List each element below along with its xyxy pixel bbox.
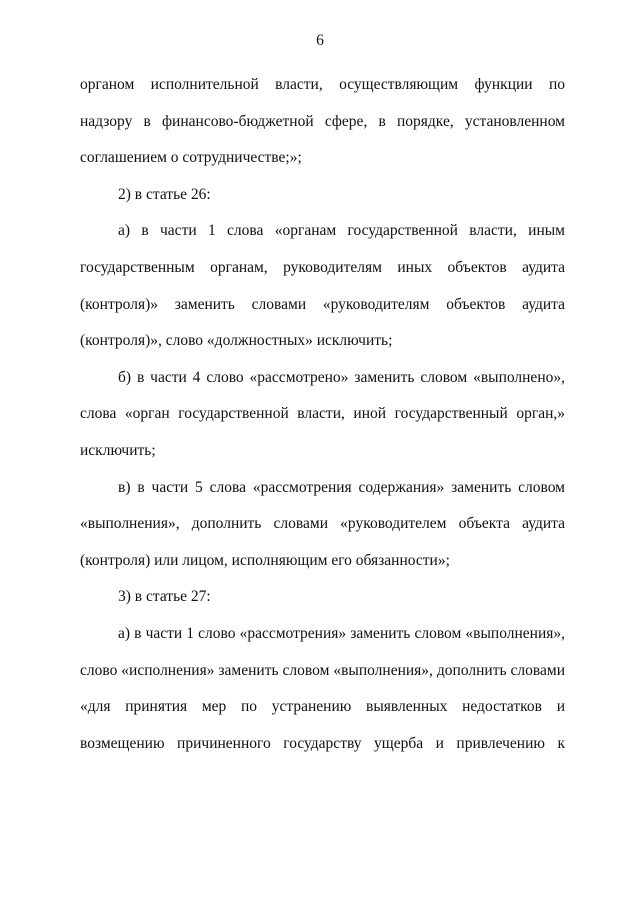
text-line: а) в части 1 слова «органам государственной власти, иным (118, 222, 565, 240)
paragraph (80, 360, 565, 470)
text-line: соглашением о сотрудничестве;»; (80, 149, 302, 167)
document-body (80, 67, 565, 762)
paragraph (80, 213, 565, 359)
text-line: 3) в статье 27: (118, 588, 211, 606)
text-line: исключить; (80, 441, 156, 459)
paragraph (80, 616, 565, 762)
text-line: б) в части 4 слово «рассмотрено» заменить словом «выполнено», (118, 368, 565, 386)
text-line: (контроля)» заменить словами «руководителям объектов аудита (80, 295, 565, 313)
text-line: в) в части 5 слова «рассмотрения содержания» заменить словом (118, 478, 565, 496)
paragraph (80, 579, 565, 616)
text-line: слова «орган государственной власти, иной государственный орган,» (80, 405, 565, 423)
text-line: (контроля) или лицом, исполняющим его обязанности»; (80, 551, 450, 569)
text-line: «для принятия мер по устранению выявленных недостатков и (80, 698, 565, 716)
text-line: (контроля)», слово «должностных» исключить; (80, 332, 393, 350)
paragraph (80, 67, 565, 177)
paragraph (80, 177, 565, 214)
text-line: органом исполнительной власти, осуществляющим функции по (80, 76, 565, 93)
text-line: возмещению причиненного государству ущерба и привлечению к (80, 734, 565, 752)
text-line: надзору в финансово-бюджетной сфере, в порядке, установленном (80, 112, 565, 130)
text-line: а) в части 1 слово «рассмотрения» заменить словом «выполнения», (118, 624, 565, 642)
text-line: слово «исполнения» заменить словом «выполнения», дополнить словами (80, 661, 565, 679)
paragraph (80, 470, 565, 580)
page-number: 6 (316, 32, 324, 49)
text-line: 2) в статье 26: (118, 185, 211, 203)
text-line: «выполнения», дополнить словами «руководителем объекта аудита (80, 515, 565, 533)
text-line: государственным органам, руководителям иных объектов аудита (80, 258, 565, 276)
